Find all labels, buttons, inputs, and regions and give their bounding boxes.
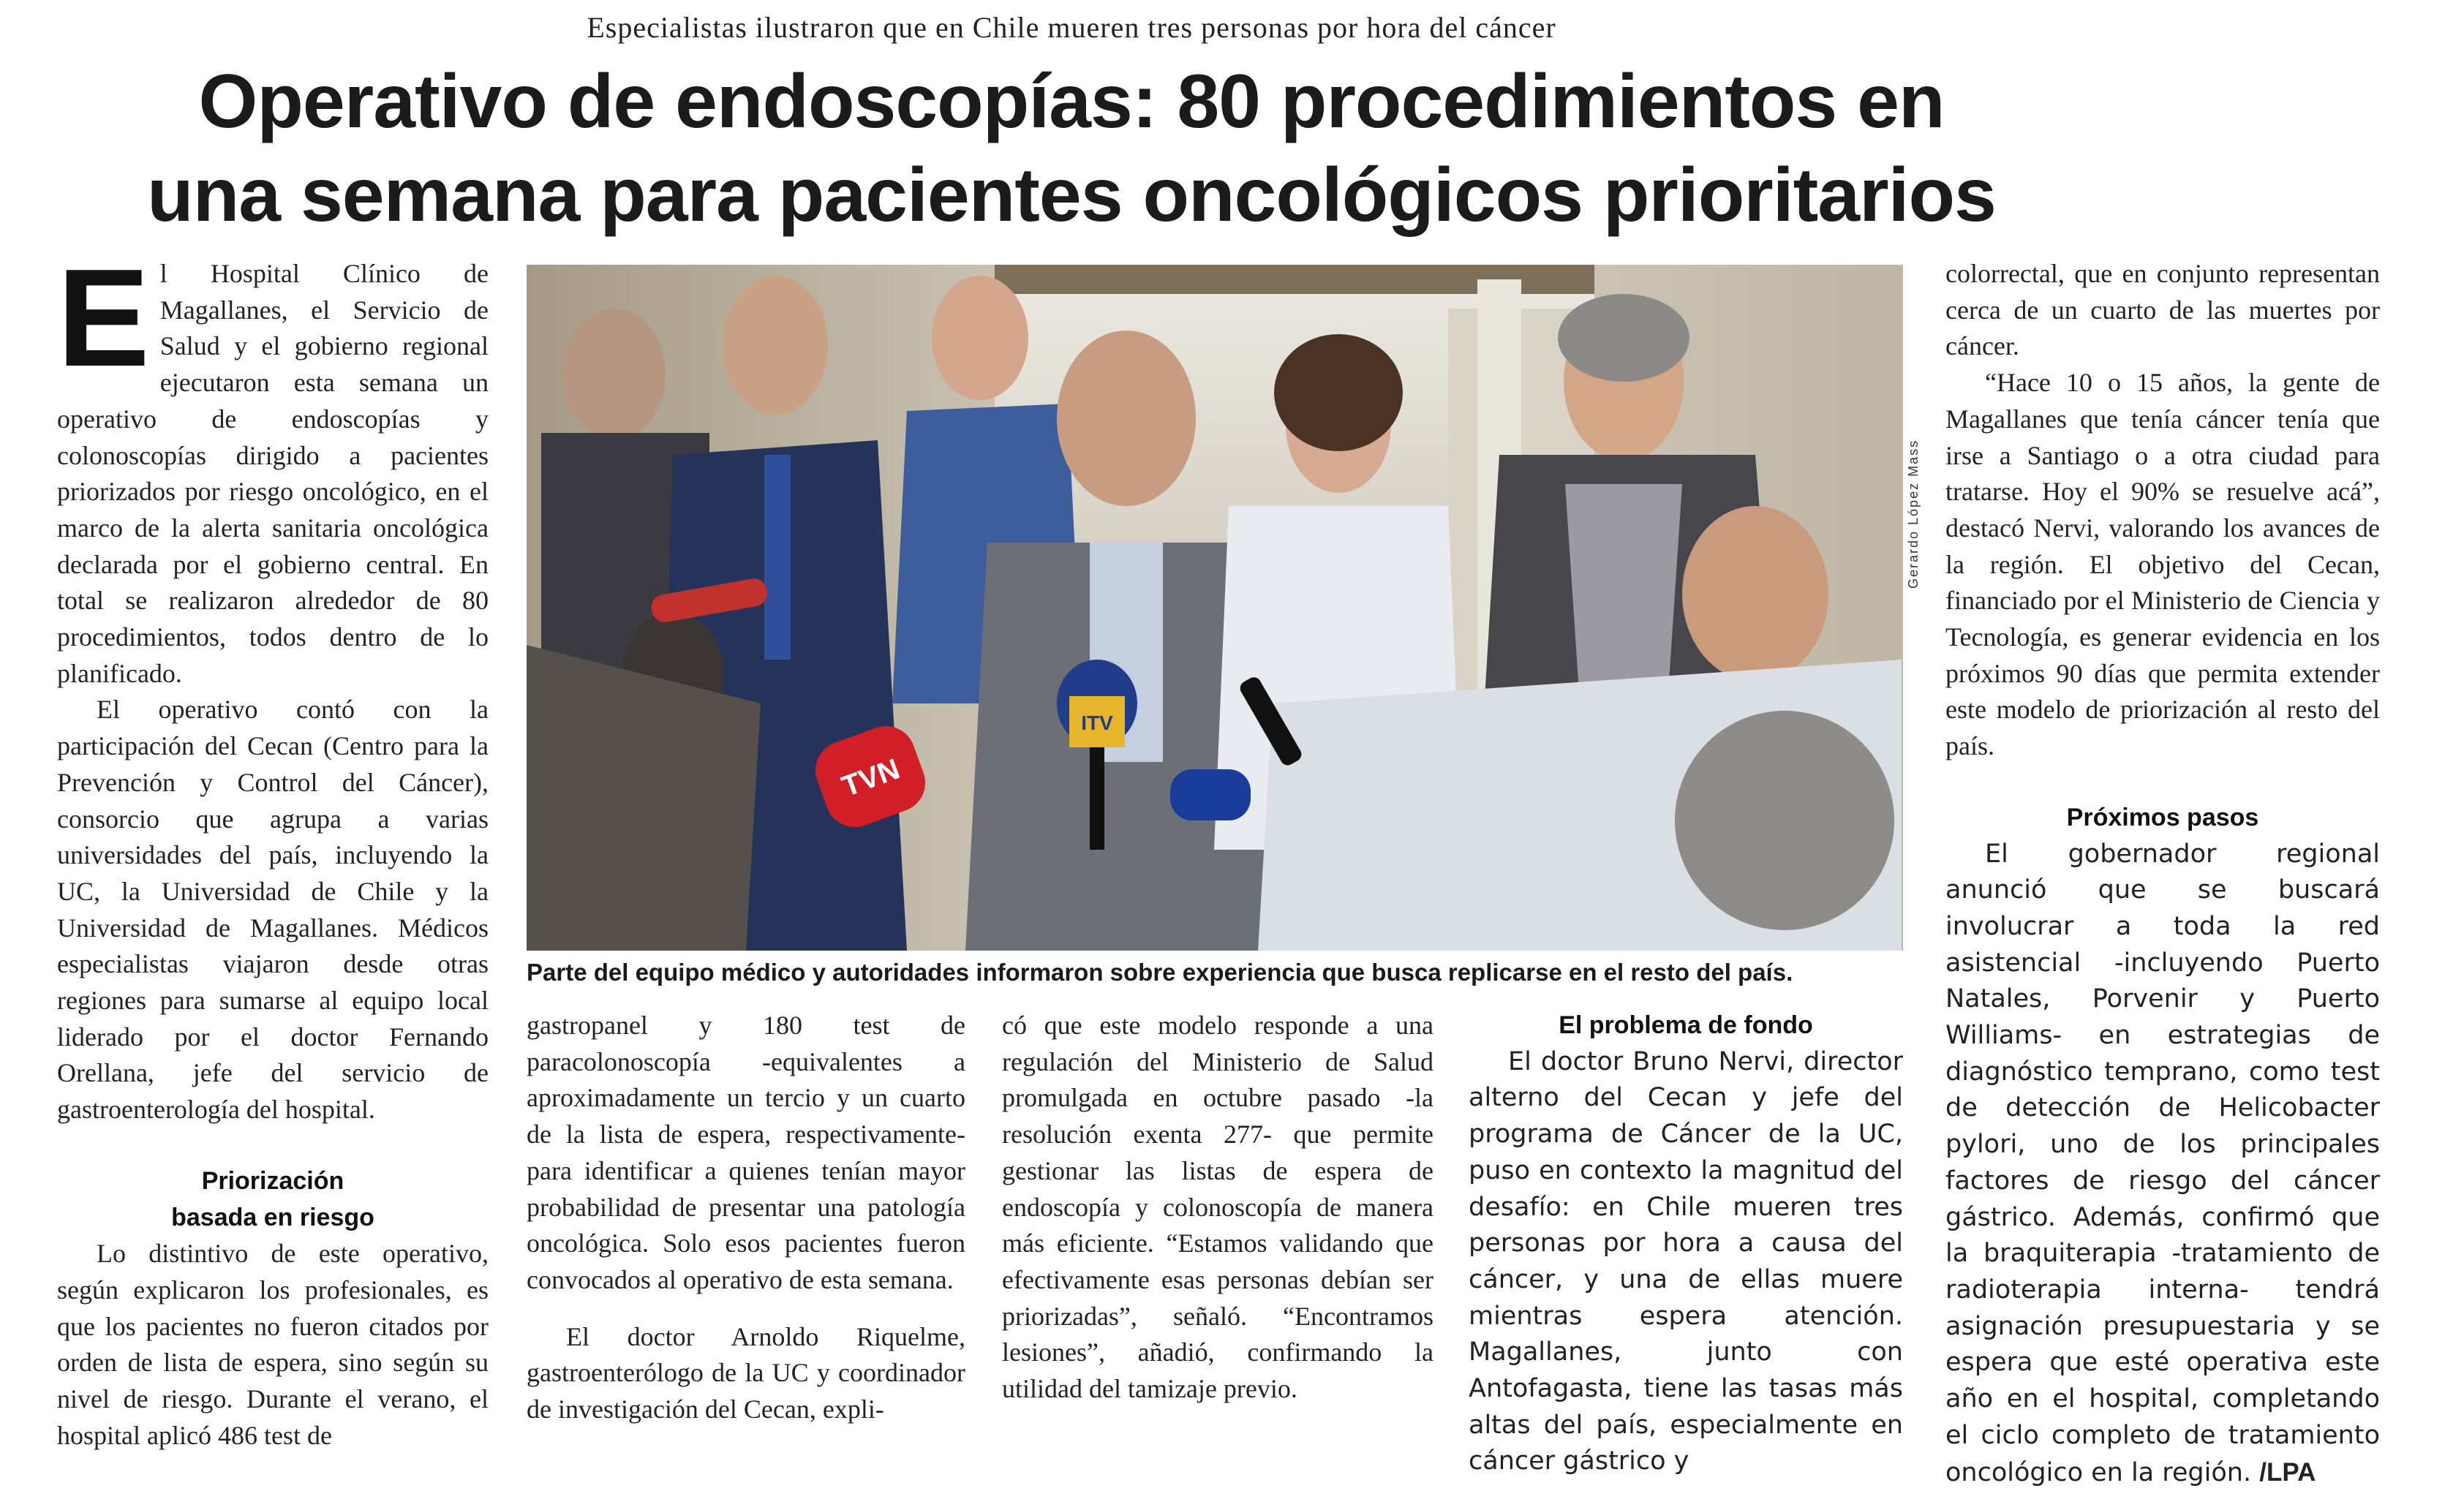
kicker: Especialistas ilustraron que en Chile mueren tres personas por hora del cáncer [587,11,1556,44]
news-photo [527,265,1903,951]
photo-caption: Parte del equipo médico y autoridades informaron sobre experiencia que busca replicarse en el resto del país. [527,959,1793,986]
headline-line-1: Operativo de endoscopías: 80 procedimientos en [198,59,1945,144]
section-subhead: Próximos pasos [2066,803,2259,831]
section-subhead: Priorización basada en riesgo [171,1166,374,1231]
photo-credit: Gerardo López Mass [1906,439,1921,589]
column-4 [1469,1008,1903,1480]
drop-cap: E [57,241,150,396]
column-5 [1945,256,2380,1491]
headline-line-2: una semana para pacientes oncológicos prioritarios [147,153,1996,238]
author-signature: /LPA [2259,1457,2316,1487]
column-3 [1002,1008,1433,1408]
paragraph: El gobernador regional anunció que se buscará involucrar a toda la red asistencial -incluyendo Puerto Natales, Porvenir y Puerto Williams- en estrategias de diagnóstico temprano, como test de detección de Helicobacter pylori, uno de los principales factores de riesgo del cáncer gástrico. Además, confirmó que la braquiterapia -tratamiento de radioterapia interna- tendrá asignación presupuestaria y se espera que esté operativa este año en el hospital, completando el ciclo completo de tratamiento oncológico en la región. /LPA [1945,839,2380,1487]
paragraph: El doctor Arnoldo Riquelme, gastroenterólogo de la UC y coordinador de investigación del Cecan, expli- [527,1321,965,1424]
photo-illustration [527,265,1903,951]
headline [0,55,2143,242]
paragraph: El doctor Bruno Nervi, director alterno del Cecan y jefe del programa de Cáncer de la UC, puso en contexto la magnitud del desafío: en Chile mueren tres personas por hora a causa del cáncer, y una de ellas muere mientras espera atención. Magallanes, junto con Antofagasta, tiene las tasas más altas del país, especialmente en cáncer gástrico y [1469,1046,1903,1476]
lead-paragraph: El Hospital Clínico de Magallanes, el Servicio de Salud y el gobierno regional ejecutaron esta semana un operativo de endoscopías y colonoscopías dirigido a pacientes priorizados por riesgo oncológico, en el marco de la alerta sanitaria oncológica declarada por el gobierno central. En total se realizaron alrededor de 80 procedimientos, todos dentro de lo planificado. [57,241,489,688]
svg-text:TVN: TVN [837,752,904,804]
paragraph: El operativo contó con la participación del Cecan (Centro para la Prevención y Control del Cáncer), consorcio que agrupa a varias universidades del país, incluyendo la UC, la Universidad de Chile y la Universidad de Magallanes. Médicos especialistas viajaron desde otras regiones para sumarse al equipo local liderado por el doctor Fernando Orellana, jefe del servicio de gastroenterología del hospital. [57,695,489,1125]
svg-text:ITV: ITV [1081,711,1113,734]
section-subhead: El problema de fondo [1559,1011,1813,1039]
paragraph: gastropanel y 180 test de paracolonoscopía -equivalentes a aproximadamente un tercio y un cuarto de la lista de espera, respectivamente- para identificar a quienes tenían mayor probabilidad de presentar una patología oncológica. Solo esos pacientes fueron convocados al operativo de esta semana. [527,1011,965,1294]
paragraph: colorrectal, que en conjunto representan cerca de un cuarto de las muertes por cáncer. [1945,259,2380,361]
column-2 [527,1008,965,1428]
column-1 [57,241,489,1454]
paragraph: có que este modelo responde a una regulación del Ministerio de Salud promulgada en octubre pasado -la resolución exenta 277- que permite gestionar las listas de espera de endoscopía y colonoscopía de manera más eficiente. “Estamos validando que efectivamente esas personas debían ser priorizadas”, señaló. “Encontramos lesiones”, añadió, confirmando la utilidad del tamizaje previo. [1002,1011,1433,1404]
paragraph: Lo distintivo de este operativo, según explicaron los profesionales, es que los pacientes no fueron citados por orden de lista de espera, sino según su nivel de riesgo. Durante el verano, el hospital aplicó 486 test de [57,1239,489,1450]
paragraph: “Hace 10 o 15 años, la gente de Magallanes que tenía cáncer tenía que irse a Santiago o a otra ciudad para tratarse. Hoy el 90% se resuelve acá”, destacó Nervi, valorando los avances de la región. El objetivo del Cecan, financiado por el Ministerio de Ciencia y Tecnología, es generar evidencia en los próximos 90 días que permita extender este modelo de priorización al resto del país. [1945,368,2380,761]
